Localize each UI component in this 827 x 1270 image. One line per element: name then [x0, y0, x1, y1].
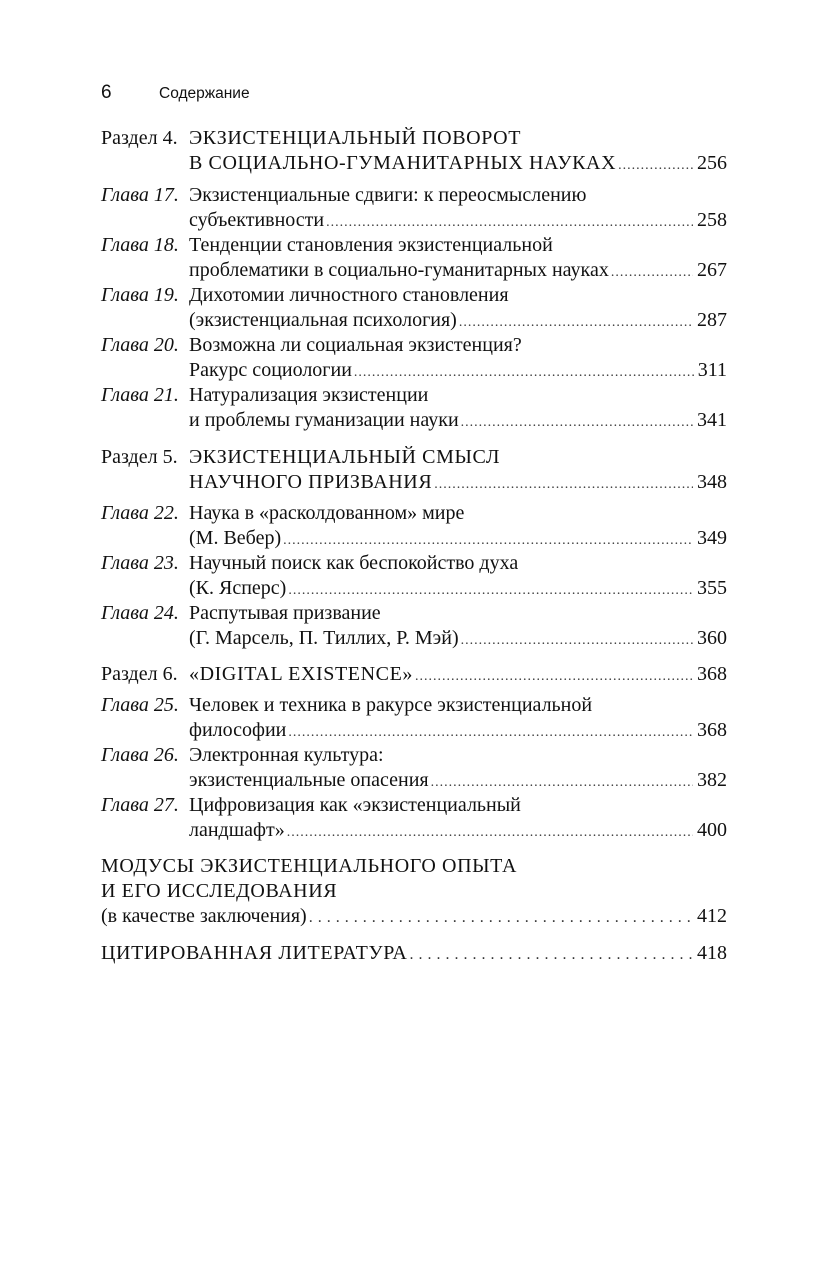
toc-title-last-line: проблематики в социально-гуманитарных науках [189, 259, 609, 281]
toc-page-number: 287 [697, 309, 727, 331]
toc-title-row [189, 308, 727, 335]
toc-label: Глава 20. [101, 334, 179, 356]
toc-page-number: 400 [697, 819, 727, 841]
toc-label: Глава 24. [101, 602, 179, 624]
toc-title-last-line: (М. Вебер) [189, 527, 282, 549]
toc-page-number: 382 [697, 769, 727, 791]
toc-entry-chapter-21[interactable] [101, 383, 727, 435]
toc-title-line: Наука в «расколдованном» мире [189, 502, 465, 524]
toc-page-number: 368 [697, 663, 727, 685]
toc-entry-chapter-26[interactable] [101, 743, 727, 795]
toc-title-line: Экзистенциальные сдвиги: к переосмыслению [189, 184, 587, 206]
toc-entry-chapter-17[interactable] [101, 183, 727, 235]
toc-entry-bibliography[interactable] [101, 941, 727, 967]
toc-title-row [189, 258, 727, 285]
toc-title-row [189, 470, 727, 497]
toc-title-line: Электронная культура: [189, 744, 384, 766]
toc-label: Глава 19. [101, 284, 179, 306]
toc-title-row [189, 818, 727, 845]
toc-leader-dots [283, 528, 693, 553]
toc-leader-dots [611, 260, 693, 285]
toc-title-line: Возможна ли социальная экзистенция? [189, 334, 522, 356]
toc-entry-chapter-23[interactable] [101, 551, 727, 603]
toc-title-line: Дихотомии личностного становления [189, 284, 509, 306]
toc-title-row [189, 408, 727, 435]
toc-title-last-line: экзистенциальные опасения [189, 769, 429, 791]
toc-page-number: 311 [697, 359, 727, 381]
toc-entry-section-4[interactable] [101, 126, 727, 178]
toc-title-last-line: ландшафт» [189, 819, 285, 841]
toc-title-line: Тенденции становления экзистенциальной [189, 234, 553, 256]
toc-leader-dots [431, 770, 693, 795]
toc-page-number: 348 [697, 471, 727, 493]
running-title: Содержание [159, 85, 250, 102]
toc-leader-dots [415, 664, 693, 689]
toc-title-last-line: (в качестве заключения) [101, 905, 307, 927]
toc-title-last-line: Ракурс социологии [189, 359, 352, 381]
toc-page-number: 341 [697, 409, 727, 431]
toc-label: Раздел 5. [101, 446, 178, 468]
toc-page-number: 418 [697, 942, 727, 964]
toc-label: Глава 23. [101, 552, 179, 574]
toc-leader-dots [459, 310, 693, 335]
toc-title-line: Распутывая призвание [189, 602, 381, 624]
toc-title-line: ЭКЗИСТЕНЦИАЛЬНЫЙ ПОВОРОТ [189, 127, 522, 149]
toc-title-row [189, 526, 727, 553]
toc-title-row [189, 718, 727, 745]
toc-title-last-line: (К. Ясперс) [189, 577, 287, 599]
toc-page-number: 368 [697, 719, 727, 741]
toc-page-number: 355 [697, 577, 727, 599]
toc-label: Глава 22. [101, 502, 179, 524]
toc-leader-dots [288, 578, 693, 603]
toc-page-number: 349 [697, 527, 727, 549]
toc-title-line: ЭКЗИСТЕНЦИАЛЬНЫЙ СМЫСЛ [189, 446, 501, 468]
toc-title-row [189, 768, 727, 795]
toc-title-row [189, 626, 727, 653]
toc-entry-chapter-18[interactable] [101, 233, 727, 285]
toc-entry-section-6[interactable] [101, 662, 727, 689]
toc-entry-chapter-25[interactable] [101, 693, 727, 745]
toc-entry-chapter-22[interactable] [101, 501, 727, 553]
toc-page-number: 267 [697, 259, 727, 281]
toc-leader-dots [618, 153, 693, 178]
toc-title-row [101, 941, 727, 967]
toc-title-line: Научный поиск как беспокойство духа [189, 552, 519, 574]
toc-leader-dots [434, 472, 693, 497]
toc-title-line: Человек и техника в ракурсе экзистенциальной [189, 694, 593, 716]
toc-label: Глава 17. [101, 184, 179, 206]
toc-title-row [189, 358, 727, 385]
toc-title-last-line: и проблемы гуманизации науки [189, 409, 459, 431]
toc-title-row [189, 662, 727, 689]
toc-leader-dots [354, 360, 694, 385]
toc-leader-dots [287, 820, 693, 845]
toc-title-line: Натурализация экзистенции [189, 384, 429, 406]
toc-title-row [189, 151, 727, 178]
toc-leader-dots [326, 210, 693, 235]
toc-page-number: 412 [697, 905, 727, 927]
toc-label: Глава 27. [101, 794, 179, 816]
toc-label: Глава 26. [101, 744, 179, 766]
toc-page-number: 256 [697, 152, 727, 174]
toc-label: Раздел 4. [101, 127, 178, 149]
toc-page-number: 360 [697, 627, 727, 649]
toc-label: Глава 21. [101, 384, 179, 406]
toc-leader-dots [309, 905, 693, 930]
toc-label: Глава 18. [101, 234, 179, 256]
toc-leader-dots [409, 942, 693, 967]
toc-entry-chapter-20[interactable] [101, 333, 727, 385]
toc-leader-dots [461, 628, 693, 653]
toc-title-row [189, 208, 727, 235]
toc-title-line: МОДУСЫ ЭКЗИСТЕНЦИАЛЬНОГО ОПЫТА [101, 855, 518, 877]
toc-title-row [101, 904, 727, 930]
toc-title-last-line: философии [189, 719, 287, 741]
toc-leader-dots [288, 720, 693, 745]
toc-title-line: И ЕГО ИССЛЕДОВАНИЯ [101, 880, 338, 902]
toc-label: Глава 25. [101, 694, 179, 716]
toc-title-last-line: (Г. Марсель, П. Тиллих, Р. Мэй) [189, 627, 459, 649]
toc-title-last-line: (экзистенциальная психология) [189, 309, 457, 331]
toc-page-number: 258 [697, 209, 727, 231]
toc-entry-conclusion[interactable] [101, 854, 727, 930]
toc-label: Раздел 6. [101, 663, 178, 685]
toc-leader-dots [461, 410, 693, 435]
toc-title-last-line: «DIGITAL EXISTENCE» [189, 663, 414, 685]
toc-title-row [189, 576, 727, 603]
toc-entry-chapter-19[interactable] [101, 283, 727, 335]
toc-entry-section-5[interactable] [101, 445, 727, 497]
page-number: 6 [101, 82, 112, 103]
toc-title-last-line: В СОЦИАЛЬНО-ГУМАНИТАРНЫХ НАУКАХ [189, 152, 617, 174]
toc-title-last-line: ЦИТИРОВАННАЯ ЛИТЕРАТУРА [101, 942, 408, 964]
toc-entry-chapter-24[interactable] [101, 601, 727, 653]
toc-title-last-line: субъективности [189, 209, 325, 231]
toc-entry-chapter-27[interactable] [101, 793, 727, 845]
toc-title-last-line: НАУЧНОГО ПРИЗВАНИЯ [189, 471, 433, 493]
toc-title-line: Цифровизация как «экзистенциальный [189, 794, 521, 816]
